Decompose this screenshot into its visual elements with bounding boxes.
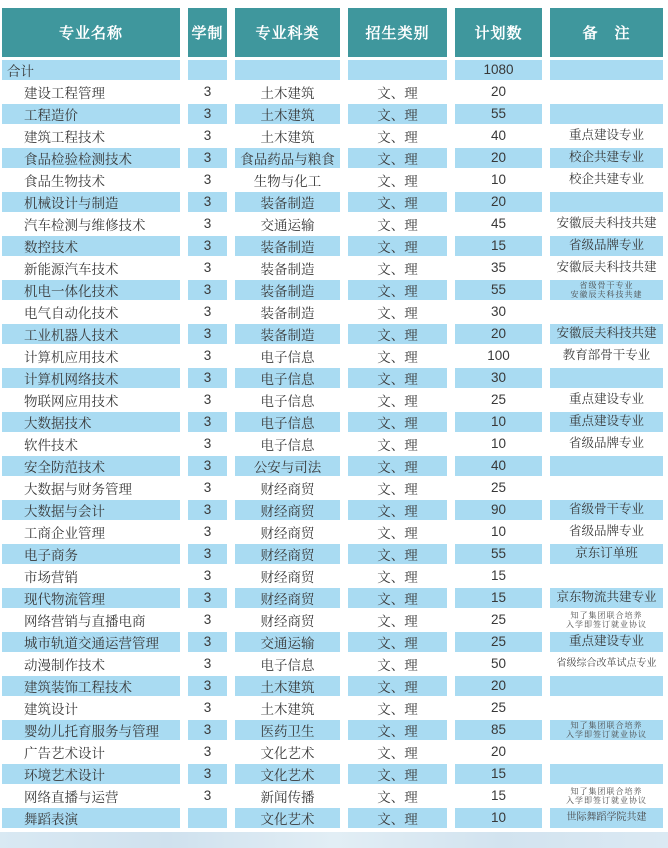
cell-remark (546, 235, 663, 257)
table-row (2, 235, 663, 257)
cell-name: 工业机器人技术 (2, 323, 184, 345)
cell-category: 土木建筑 (231, 675, 344, 697)
cell-remark (546, 345, 663, 367)
cell-remark (546, 213, 663, 235)
cell-admission: 文、理 (344, 565, 451, 587)
cell-category: 财经商贸 (231, 521, 344, 543)
cell-duration: 3 (184, 675, 231, 697)
cell-plan: 30 (451, 301, 546, 323)
cell-duration: 3 (184, 345, 231, 367)
cell-remark (546, 389, 663, 411)
cell-name: 动漫制作技术 (2, 653, 184, 675)
cell-plan: 85 (451, 719, 546, 741)
cell-plan: 15 (451, 785, 546, 807)
table-row (2, 697, 663, 719)
cell-category: 装备制造 (231, 279, 344, 301)
cell-remark (546, 565, 663, 587)
cell-remark (546, 125, 663, 147)
cell-plan: 90 (451, 499, 546, 521)
cell-category: 财经商贸 (231, 543, 344, 565)
cell-duration: 3 (184, 279, 231, 301)
cell-remark (546, 455, 663, 477)
cell-category: 生物与化工 (231, 169, 344, 191)
cell-category: 电子信息 (231, 345, 344, 367)
cell-plan: 35 (451, 257, 546, 279)
remark-text: 世际舞蹈学院共建 (566, 812, 647, 823)
cell-name: 计算机应用技术 (2, 345, 184, 367)
cell-name: 大数据技术 (2, 411, 184, 433)
table-row (2, 125, 663, 147)
cell-remark (546, 191, 663, 213)
cell-name: 机电一体化技术 (2, 279, 184, 301)
cell-remark (546, 631, 663, 653)
remark-text: 重点建设专业 (568, 127, 644, 142)
cell-remark (546, 785, 663, 807)
remark-text: 入学即签订就业协议 (566, 729, 647, 739)
total-row (2, 58, 663, 81)
remark-text: 安徽辰夫科技共建 (570, 289, 643, 299)
table-row (2, 719, 663, 741)
cell-duration: 3 (184, 367, 231, 389)
cell-name: 现代物流管理 (2, 587, 184, 609)
cell-duration: 3 (184, 323, 231, 345)
cell-duration: 3 (184, 169, 231, 191)
cell-duration: 3 (184, 763, 231, 785)
table-row (2, 631, 663, 653)
table-row (2, 763, 663, 785)
cell-plan: 15 (451, 565, 546, 587)
table-row (2, 345, 663, 367)
table-row (2, 675, 663, 697)
remark-text: 省级骨干专业 (579, 280, 634, 290)
cell-category: 装备制造 (231, 301, 344, 323)
cell-admission: 文、理 (344, 345, 451, 367)
cell-plan: 15 (451, 763, 546, 785)
cell-plan: 10 (451, 411, 546, 433)
cell-plan: 50 (451, 653, 546, 675)
cell-duration: 3 (184, 81, 231, 103)
remark-text: 安徽辰夫科技共建 (556, 325, 657, 340)
cell-duration: 3 (184, 411, 231, 433)
cell-duration: 3 (184, 697, 231, 719)
cell-plan: 20 (451, 147, 546, 169)
cell-remark (546, 433, 663, 455)
cell-plan: 20 (451, 675, 546, 697)
cell-category: 电子信息 (231, 433, 344, 455)
cell-name: 环境艺术设计 (2, 763, 184, 785)
table-row (2, 785, 663, 807)
cell-admission (344, 58, 451, 81)
remark-text: 省级综合改革试点专业 (556, 658, 657, 669)
remark-text: 安徽辰夫科技共建 (556, 259, 657, 274)
table-row (2, 609, 663, 631)
cell-category: 土木建筑 (231, 81, 344, 103)
cell-category: 食品药品与粮食 (231, 147, 344, 169)
cell-admission: 文、理 (344, 477, 451, 499)
cell-remark (546, 411, 663, 433)
cell-name: 数控技术 (2, 235, 184, 257)
cell-remark (546, 609, 663, 631)
cell-remark (546, 103, 663, 125)
cell-remark (546, 807, 663, 829)
cell-duration: 3 (184, 653, 231, 675)
cell-category: 财经商贸 (231, 477, 344, 499)
cell-admission: 文、理 (344, 675, 451, 697)
cell-plan: 10 (451, 433, 546, 455)
table-row (2, 257, 663, 279)
cell-plan: 55 (451, 279, 546, 301)
cell-category: 土木建筑 (231, 125, 344, 147)
cell-name: 合计 (2, 58, 184, 81)
cell-name: 机械设计与制造 (2, 191, 184, 213)
cell-duration: 3 (184, 631, 231, 653)
cell-category: 装备制造 (231, 323, 344, 345)
cell-admission: 文、理 (344, 191, 451, 213)
cell-duration: 3 (184, 719, 231, 741)
enrollment-plan-table (2, 8, 663, 830)
cell-name: 建筑工程技术 (2, 125, 184, 147)
table-row (2, 213, 663, 235)
cell-plan: 15 (451, 235, 546, 257)
cell-remark (546, 543, 663, 565)
cell-name: 食品检验检测技术 (2, 147, 184, 169)
cell-plan: 30 (451, 367, 546, 389)
cell-remark (546, 521, 663, 543)
table-row (2, 653, 663, 675)
table-row (2, 279, 663, 301)
cell-remark (546, 587, 663, 609)
table-row (2, 301, 663, 323)
cell-remark (546, 81, 663, 103)
cell-name: 软件技术 (2, 433, 184, 455)
cell-duration: 3 (184, 785, 231, 807)
table-row (2, 807, 663, 829)
cell-remark (546, 499, 663, 521)
column-header-0: 专业名称 (2, 8, 184, 58)
cell-remark (546, 697, 663, 719)
cell-duration: 3 (184, 235, 231, 257)
cell-admission: 文、理 (344, 807, 451, 829)
column-header-5: 备 注 (546, 8, 663, 58)
cell-admission: 文、理 (344, 697, 451, 719)
table-row (2, 389, 663, 411)
cell-admission: 文、理 (344, 719, 451, 741)
remark-text: 重点建设专业 (568, 413, 644, 428)
header-row (2, 8, 663, 58)
cell-admission: 文、理 (344, 521, 451, 543)
cell-plan: 25 (451, 697, 546, 719)
cell-admission: 文、理 (344, 103, 451, 125)
cell-remark (546, 279, 663, 301)
cell-plan: 25 (451, 477, 546, 499)
cell-plan: 10 (451, 807, 546, 829)
cell-remark (546, 741, 663, 763)
cell-remark (546, 477, 663, 499)
cell-remark (546, 763, 663, 785)
cell-duration: 3 (184, 103, 231, 125)
cell-category: 财经商贸 (231, 499, 344, 521)
table-row (2, 521, 663, 543)
cell-remark (546, 301, 663, 323)
cell-category: 电子信息 (231, 389, 344, 411)
cell-remark (546, 675, 663, 697)
cell-category: 土木建筑 (231, 103, 344, 125)
cell-name: 汽车检测与维修技术 (2, 213, 184, 235)
remark-text: 省级品牌专业 (568, 435, 644, 450)
cell-duration: 3 (184, 499, 231, 521)
table-row (2, 103, 663, 125)
cell-name: 大数据与财务管理 (2, 477, 184, 499)
cell-remark (546, 257, 663, 279)
cell-plan: 20 (451, 81, 546, 103)
cell-category: 装备制造 (231, 235, 344, 257)
cell-name: 建筑设计 (2, 697, 184, 719)
remark-text: 重点建设专业 (568, 633, 644, 648)
cell-duration: 3 (184, 521, 231, 543)
cell-admission: 文、理 (344, 785, 451, 807)
cell-admission: 文、理 (344, 81, 451, 103)
cell-duration: 3 (184, 477, 231, 499)
cell-remark (546, 653, 663, 675)
cell-name: 城市轨道交通运营管理 (2, 631, 184, 653)
cell-plan: 15 (451, 587, 546, 609)
remark-text: 安徽辰夫科技共建 (556, 215, 657, 230)
cell-category: 电子信息 (231, 653, 344, 675)
remark-text: 入学即签订就业协议 (566, 619, 647, 629)
table-row (2, 587, 663, 609)
cell-category: 土木建筑 (231, 697, 344, 719)
cell-duration: 3 (184, 565, 231, 587)
cell-category: 文化艺术 (231, 741, 344, 763)
cell-name: 食品生物技术 (2, 169, 184, 191)
page-background-strip (0, 832, 668, 848)
cell-plan: 20 (451, 323, 546, 345)
cell-admission: 文、理 (344, 367, 451, 389)
table-row (2, 367, 663, 389)
cell-admission: 文、理 (344, 609, 451, 631)
table-row (2, 455, 663, 477)
cell-plan: 45 (451, 213, 546, 235)
cell-admission: 文、理 (344, 235, 451, 257)
remark-text: 知了集团联合培养 (570, 786, 643, 796)
cell-name: 大数据与会计 (2, 499, 184, 521)
cell-duration: 3 (184, 147, 231, 169)
cell-admission: 文、理 (344, 323, 451, 345)
table-row (2, 191, 663, 213)
column-header-2: 专业科类 (231, 8, 344, 58)
column-header-3: 招生类别 (344, 8, 451, 58)
cell-category: 财经商贸 (231, 565, 344, 587)
table-row (2, 147, 663, 169)
cell-category (231, 58, 344, 81)
cell-category: 文化艺术 (231, 807, 344, 829)
remark-text: 校企共建专业 (568, 149, 644, 164)
table-row (2, 81, 663, 103)
cell-category: 交通运输 (231, 631, 344, 653)
cell-duration: 3 (184, 257, 231, 279)
cell-name: 电气自动化技术 (2, 301, 184, 323)
cell-plan: 40 (451, 125, 546, 147)
table-row (2, 477, 663, 499)
cell-admission: 文、理 (344, 631, 451, 653)
table-row (2, 323, 663, 345)
cell-duration (184, 58, 231, 81)
table-row (2, 543, 663, 565)
cell-category: 装备制造 (231, 191, 344, 213)
cell-admission: 文、理 (344, 213, 451, 235)
cell-name: 市场营销 (2, 565, 184, 587)
cell-plan: 20 (451, 191, 546, 213)
cell-duration: 3 (184, 389, 231, 411)
cell-duration: 3 (184, 609, 231, 631)
cell-category: 公安与司法 (231, 455, 344, 477)
cell-admission: 文、理 (344, 389, 451, 411)
cell-remark (546, 323, 663, 345)
cell-category: 装备制造 (231, 257, 344, 279)
cell-category: 电子信息 (231, 411, 344, 433)
remark-text: 京东物流共建专业 (556, 589, 657, 604)
table-row (2, 565, 663, 587)
cell-duration: 3 (184, 301, 231, 323)
cell-duration: 3 (184, 587, 231, 609)
cell-name: 工程造价 (2, 103, 184, 125)
cell-remark (546, 367, 663, 389)
cell-admission: 文、理 (344, 147, 451, 169)
column-header-1: 学制 (184, 8, 231, 58)
remark-text: 省级品牌专业 (568, 523, 644, 538)
remark-text: 省级品牌专业 (568, 237, 644, 252)
cell-admission: 文、理 (344, 257, 451, 279)
table-row (2, 411, 663, 433)
cell-name: 物联网应用技术 (2, 389, 184, 411)
cell-admission: 文、理 (344, 279, 451, 301)
cell-name: 工商企业管理 (2, 521, 184, 543)
cell-remark (546, 147, 663, 169)
cell-admission: 文、理 (344, 543, 451, 565)
remark-text: 入学即签订就业协议 (566, 795, 647, 805)
cell-duration: 3 (184, 741, 231, 763)
cell-admission: 文、理 (344, 301, 451, 323)
cell-plan: 20 (451, 741, 546, 763)
cell-name: 广告艺术设计 (2, 741, 184, 763)
cell-duration (184, 807, 231, 829)
cell-category: 财经商贸 (231, 609, 344, 631)
cell-category: 文化艺术 (231, 763, 344, 785)
table-row (2, 741, 663, 763)
cell-admission: 文、理 (344, 411, 451, 433)
cell-name: 计算机网络技术 (2, 367, 184, 389)
remark-text: 教育部骨干专业 (562, 347, 651, 362)
cell-plan: 100 (451, 345, 546, 367)
cell-plan: 55 (451, 103, 546, 125)
cell-plan: 10 (451, 169, 546, 191)
cell-admission: 文、理 (344, 169, 451, 191)
remark-text: 知了集团联合培养 (570, 720, 643, 730)
remark-text: 校企共建专业 (568, 171, 644, 186)
cell-duration: 3 (184, 191, 231, 213)
cell-remark (546, 169, 663, 191)
table-row (2, 499, 663, 521)
cell-plan: 1080 (451, 58, 546, 81)
cell-remark (546, 719, 663, 741)
cell-plan: 10 (451, 521, 546, 543)
table-row (2, 433, 663, 455)
cell-name: 电子商务 (2, 543, 184, 565)
cell-admission: 文、理 (344, 587, 451, 609)
cell-category: 医药卫生 (231, 719, 344, 741)
remark-text: 省级骨干专业 (568, 501, 644, 516)
cell-name: 网络直播与运营 (2, 785, 184, 807)
cell-duration: 3 (184, 213, 231, 235)
remark-text: 重点建设专业 (568, 391, 644, 406)
cell-admission: 文、理 (344, 455, 451, 477)
cell-category: 新闻传播 (231, 785, 344, 807)
cell-name: 舞蹈表演 (2, 807, 184, 829)
column-header-4: 计划数 (451, 8, 546, 58)
cell-duration: 3 (184, 543, 231, 565)
cell-duration: 3 (184, 455, 231, 477)
table-body (2, 58, 663, 829)
cell-admission: 文、理 (344, 653, 451, 675)
cell-admission: 文、理 (344, 125, 451, 147)
remark-text: 京东订单班 (575, 545, 638, 560)
cell-name: 安全防范技术 (2, 455, 184, 477)
cell-name: 婴幼儿托育服务与管理 (2, 719, 184, 741)
cell-name: 建筑装饰工程技术 (2, 675, 184, 697)
cell-name: 建设工程管理 (2, 81, 184, 103)
cell-duration: 3 (184, 125, 231, 147)
cell-admission: 文、理 (344, 741, 451, 763)
cell-remark (546, 58, 663, 81)
cell-duration: 3 (184, 433, 231, 455)
cell-category: 电子信息 (231, 367, 344, 389)
remark-text: 知了集团联合培养 (570, 610, 643, 620)
cell-name: 新能源汽车技术 (2, 257, 184, 279)
cell-plan: 40 (451, 455, 546, 477)
cell-category: 财经商贸 (231, 587, 344, 609)
cell-admission: 文、理 (344, 499, 451, 521)
table-row (2, 169, 663, 191)
cell-category: 交通运输 (231, 213, 344, 235)
cell-plan: 25 (451, 631, 546, 653)
cell-plan: 25 (451, 609, 546, 631)
cell-plan: 25 (451, 389, 546, 411)
cell-plan: 55 (451, 543, 546, 565)
cell-admission: 文、理 (344, 763, 451, 785)
cell-admission: 文、理 (344, 433, 451, 455)
cell-name: 网络营销与直播电商 (2, 609, 184, 631)
